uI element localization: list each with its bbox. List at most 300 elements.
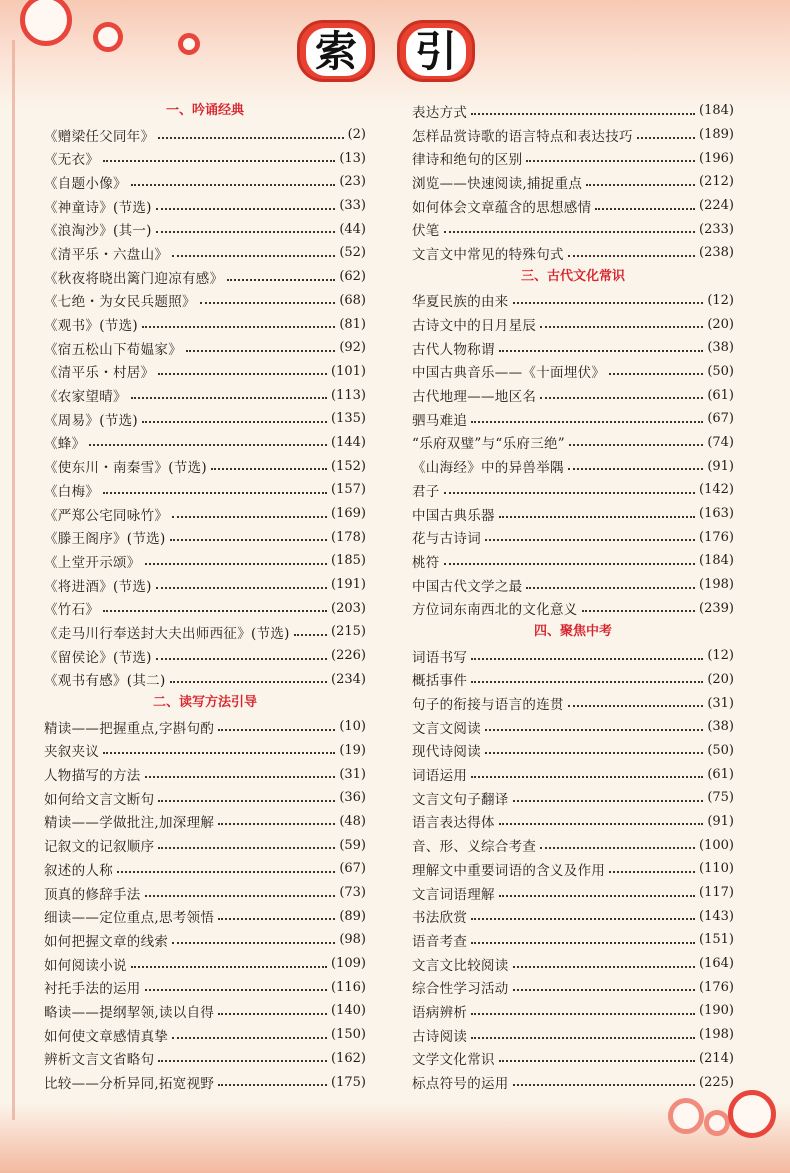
index-entry[interactable]: [412, 478, 734, 502]
entry-title: 《宿五松山下荀媪家》: [44, 341, 182, 358]
index-entry[interactable]: [412, 691, 734, 715]
index-entry[interactable]: [44, 1070, 366, 1094]
index-entry[interactable]: [412, 336, 734, 360]
dot-leader: [103, 610, 327, 612]
dot-leader: [444, 231, 695, 233]
index-column-left: [44, 99, 366, 1094]
index-column-right: [412, 99, 734, 1094]
index-entry[interactable]: [44, 123, 366, 147]
entry-title: 《山海经》中的异兽举隅: [412, 460, 564, 477]
entry-title: 文言文中常见的特殊句式: [412, 246, 564, 263]
entry-title: 语音考查: [412, 933, 468, 950]
page-number: (225): [699, 1074, 734, 1090]
dot-leader: [89, 444, 327, 446]
decor-ring: [704, 1110, 730, 1136]
page-number: (212): [699, 174, 734, 190]
page-number: (224): [699, 198, 734, 214]
entry-title: 《清平乐・六盘山》: [44, 246, 169, 263]
page-number: (178): [331, 529, 366, 545]
index-entry[interactable]: [44, 999, 366, 1023]
page-number: (74): [707, 434, 734, 450]
index-entry[interactable]: [44, 857, 366, 881]
decor-ring: [668, 1098, 704, 1134]
page-number: (44): [339, 221, 366, 237]
index-entry[interactable]: [412, 289, 734, 313]
page-number: (196): [699, 150, 734, 166]
decor-ring: [178, 33, 200, 55]
page-number: (50): [707, 363, 734, 379]
dot-leader: [218, 1013, 327, 1015]
index-entry[interactable]: [44, 478, 366, 502]
dot-leader: [499, 895, 695, 897]
index-entry[interactable]: [412, 1047, 734, 1071]
entry-title: 音、形、义综合考查: [412, 839, 537, 856]
entry-title: 中国古代文学之最: [412, 578, 523, 595]
dot-leader: [637, 137, 695, 139]
index-entry[interactable]: [44, 217, 366, 241]
dot-leader: [471, 1037, 695, 1039]
entry-title: 古诗阅读: [412, 1028, 468, 1045]
page-number: (91): [707, 813, 734, 829]
entry-title: 理解文中重要词语的含义及作用: [412, 862, 606, 879]
page-number: (144): [331, 434, 366, 450]
dot-leader: [485, 752, 703, 754]
index-entry[interactable]: [44, 1047, 366, 1071]
page-number: (191): [331, 577, 366, 593]
page-number: (101): [331, 363, 366, 379]
index-entry[interactable]: [412, 525, 734, 549]
dot-leader: [568, 468, 704, 470]
dot-leader: [131, 184, 336, 186]
entry-title: 《农家望晴》: [44, 389, 127, 406]
page-number: (176): [699, 529, 734, 545]
dot-leader: [444, 492, 695, 494]
page-number: (110): [699, 861, 734, 877]
dot-leader: [103, 492, 327, 494]
entry-title: 如何把握文章的线索: [44, 933, 169, 950]
index-entry[interactable]: [412, 857, 734, 881]
page-number: (98): [339, 932, 366, 948]
index-entry[interactable]: [412, 431, 734, 455]
index-entry[interactable]: [412, 644, 734, 668]
page-number: (184): [699, 553, 734, 569]
page-number: (52): [339, 245, 366, 261]
page-number: (226): [331, 648, 366, 664]
page-number: (81): [339, 316, 366, 332]
page-number: (190): [699, 1003, 734, 1019]
dot-leader: [158, 373, 327, 375]
index-entry[interactable]: [412, 573, 734, 597]
dot-leader: [156, 231, 336, 233]
page-number: (151): [699, 932, 734, 948]
index-entry[interactable]: [412, 360, 734, 384]
page-number: (214): [699, 1050, 734, 1066]
entry-title: 精读——学做批注,加深理解: [44, 815, 215, 832]
dot-leader: [131, 397, 327, 399]
dot-leader: [142, 326, 335, 328]
dot-leader: [158, 137, 343, 139]
entry-title: 略读——提纲挈领,读以自得: [44, 1004, 215, 1021]
dot-leader: [158, 800, 335, 802]
entry-title: 衬托手法的运用: [44, 981, 141, 998]
title-char: 索: [306, 28, 366, 76]
dot-leader: [103, 752, 335, 754]
index-entry[interactable]: [44, 194, 366, 218]
page-number: (20): [707, 316, 734, 332]
decor-ring: [93, 22, 123, 52]
index-entry[interactable]: [44, 928, 366, 952]
entry-title: 《严郑公宅同咏竹》: [44, 507, 169, 524]
entry-title: 方位词东南西北的文化意义: [412, 602, 578, 619]
dot-leader: [609, 373, 703, 375]
dot-leader: [145, 563, 327, 565]
index-entry[interactable]: [44, 549, 366, 573]
page-number: (152): [331, 458, 366, 474]
entry-title: 《清平乐・村居》: [44, 365, 155, 382]
entry-title: “乐府双璧”与“乐府三绝”: [412, 436, 566, 453]
entry-title: 《白梅》: [44, 483, 100, 500]
index-entry[interactable]: [412, 99, 734, 123]
entry-title: 词语运用: [412, 768, 468, 785]
dot-leader: [471, 1013, 695, 1015]
section-heading: 四、聚焦中考: [533, 624, 612, 640]
page-number: (59): [339, 837, 366, 853]
entry-title: 中国古典音乐——《十面埋伏》: [412, 365, 606, 382]
entry-title: 古代地理——地区名: [412, 389, 537, 406]
index-entry[interactable]: [412, 739, 734, 763]
index-entry[interactable]: [412, 549, 734, 573]
index-entry[interactable]: [44, 431, 366, 455]
dot-leader: [526, 587, 695, 589]
dot-leader: [609, 871, 695, 873]
entry-title: 文言文句子翻译: [412, 791, 509, 808]
entry-title: 《观书有感》(其二): [44, 673, 166, 690]
dot-leader: [568, 255, 695, 257]
dot-leader: [499, 823, 704, 825]
entry-title: 综合性学习活动: [412, 981, 509, 998]
index-entry[interactable]: [44, 454, 366, 478]
index-entry[interactable]: [44, 668, 366, 692]
dot-leader: [471, 942, 695, 944]
page-number: (238): [699, 245, 734, 261]
index-entry[interactable]: [412, 502, 734, 526]
page-number: (67): [339, 861, 366, 877]
entry-title: 比较——分析异同,拓宽视野: [44, 1076, 215, 1093]
dot-leader: [595, 208, 695, 210]
dot-leader: [172, 516, 327, 518]
entry-title: 伏笔: [412, 223, 440, 240]
page-number: (91): [707, 458, 734, 474]
entry-title: 《浪淘沙》(其一): [44, 223, 152, 240]
index-entry[interactable]: [412, 715, 734, 739]
index-entry[interactable]: [44, 739, 366, 763]
dot-leader: [499, 516, 695, 518]
entry-title: 《自题小像》: [44, 175, 127, 192]
index-entry[interactable]: [412, 928, 734, 952]
dot-leader: [499, 350, 704, 352]
entry-title: 记叙文的记叙顺序: [44, 839, 155, 856]
dot-leader: [471, 421, 703, 423]
index-entry[interactable]: [44, 573, 366, 597]
section-heading: 二、读写方法引导: [152, 695, 257, 711]
entry-title: 如何使文章感情真挚: [44, 1028, 169, 1045]
page-title: [297, 20, 477, 86]
index-entry[interactable]: [412, 123, 734, 147]
dot-leader: [158, 847, 335, 849]
entry-title: 桃符: [412, 554, 440, 571]
index-entry[interactable]: [44, 644, 366, 668]
entry-title: 《赠梁任父同年》: [44, 128, 155, 145]
index-entry[interactable]: [44, 786, 366, 810]
page-number: (234): [331, 671, 366, 687]
page-number: (89): [339, 908, 366, 924]
dot-leader: [513, 302, 704, 304]
entry-title: 《竹石》: [44, 602, 100, 619]
index-entry[interactable]: [412, 810, 734, 834]
page-number: (176): [699, 979, 734, 995]
dot-leader: [471, 918, 695, 920]
entry-title: 《神童诗》(节选): [44, 199, 152, 216]
entry-title: 语言表达得体: [412, 815, 495, 832]
dot-leader: [218, 729, 335, 731]
page-number: (140): [331, 1003, 366, 1019]
entry-title: 文言文比较阅读: [412, 957, 509, 974]
entry-title: 《观书》(节选): [44, 318, 138, 335]
index-entry[interactable]: [44, 360, 366, 384]
entry-title: 概括事件: [412, 673, 468, 690]
index-entry[interactable]: [44, 502, 366, 526]
page-number: (19): [339, 742, 366, 758]
page-number: (164): [699, 956, 734, 972]
entry-title: 顶真的修辞手法: [44, 886, 141, 903]
page-number: (135): [331, 411, 366, 427]
dot-leader: [142, 421, 327, 423]
index-entry[interactable]: [44, 265, 366, 289]
dot-leader: [117, 871, 335, 873]
dot-leader: [156, 208, 336, 210]
page-number: (143): [699, 908, 734, 924]
page-number: (31): [339, 766, 366, 782]
dot-leader: [218, 918, 335, 920]
page-number: (10): [339, 719, 366, 735]
index-entry[interactable]: [44, 952, 366, 976]
entry-title: 律诗和绝句的区别: [412, 152, 523, 169]
entry-title: 《周易》(节选): [44, 412, 138, 429]
dot-leader: [172, 255, 335, 257]
page-number: (38): [707, 340, 734, 356]
margin-line: [12, 40, 15, 1120]
dot-leader: [471, 681, 703, 683]
index-entry[interactable]: [44, 312, 366, 336]
entry-title: 华夏民族的由来: [412, 294, 509, 311]
index-entry[interactable]: [44, 596, 366, 620]
entry-title: 夹叙夹议: [44, 744, 100, 761]
index-entry[interactable]: [44, 620, 366, 644]
dot-leader: [145, 776, 336, 778]
entry-title: 《上堂开示颂》: [44, 554, 141, 571]
dot-leader: [540, 397, 703, 399]
index-entry[interactable]: [412, 146, 734, 170]
index-entry[interactable]: [412, 952, 734, 976]
entry-title: 辨析文言文省略句: [44, 1052, 155, 1069]
page-number: (100): [699, 837, 734, 853]
dot-leader: [499, 1060, 695, 1062]
entry-title: 如何体会文章蕴含的思想感情: [412, 199, 592, 216]
dot-leader: [513, 989, 695, 991]
index-entry[interactable]: [44, 289, 366, 313]
index-entry[interactable]: [412, 194, 734, 218]
index-entry[interactable]: [412, 454, 734, 478]
dot-leader: [513, 1084, 695, 1086]
dot-leader: [540, 847, 695, 849]
index-entry[interactable]: [44, 715, 366, 739]
entry-title: 君子: [412, 483, 440, 500]
entry-title: 《滕王阁序》(节选): [44, 531, 166, 548]
page-number: (48): [339, 813, 366, 829]
index-entry[interactable]: [44, 383, 366, 407]
page-number: (61): [707, 766, 734, 782]
index-entry[interactable]: [44, 241, 366, 265]
page-number: (215): [331, 624, 366, 640]
page-number: (142): [699, 482, 734, 498]
index-entry[interactable]: [412, 170, 734, 194]
index-entry[interactable]: [44, 170, 366, 194]
entry-title: 《将进酒》(节选): [44, 578, 152, 595]
decor-ring: [728, 1090, 776, 1138]
entry-title: 《蜂》: [44, 436, 86, 453]
index-entry[interactable]: [412, 383, 734, 407]
dot-leader: [218, 823, 335, 825]
page-number: (68): [339, 292, 366, 308]
page-number: (20): [707, 671, 734, 687]
index-entry[interactable]: [412, 833, 734, 857]
dot-leader: [211, 468, 327, 470]
index-entry[interactable]: [44, 975, 366, 999]
index-entry[interactable]: [412, 904, 734, 928]
dot-leader: [227, 279, 335, 281]
page-number: (189): [699, 127, 734, 143]
page-number: (33): [339, 198, 366, 214]
index-entry[interactable]: [412, 999, 734, 1023]
entry-title: 句子的衔接与语言的连贯: [412, 697, 564, 714]
dot-leader: [513, 966, 695, 968]
entry-title: 《留侯论》(节选): [44, 649, 152, 666]
dot-leader: [158, 1060, 327, 1062]
index-entry[interactable]: [44, 525, 366, 549]
page-number: (67): [707, 411, 734, 427]
page-number: (175): [331, 1074, 366, 1090]
dot-leader: [218, 1084, 327, 1086]
dot-leader: [444, 563, 695, 565]
entry-title: 《秋夜将晓出篱门迎凉有感》: [44, 270, 224, 287]
index-entry[interactable]: [44, 881, 366, 905]
page-number: (12): [707, 292, 734, 308]
page-number: (73): [339, 885, 366, 901]
dot-leader: [200, 302, 336, 304]
title-char: 引: [406, 28, 466, 76]
dot-leader: [582, 610, 695, 612]
index-entry[interactable]: [44, 833, 366, 857]
entry-title: 人物描写的方法: [44, 768, 141, 785]
index-entry[interactable]: [412, 762, 734, 786]
entry-title: 《使东川・南秦雪》(节选): [44, 460, 207, 477]
index-entry[interactable]: [412, 407, 734, 431]
dot-leader: [471, 113, 695, 115]
index-entry[interactable]: [412, 1023, 734, 1047]
page-number: (92): [339, 340, 366, 356]
entry-title: 词语书写: [412, 649, 468, 666]
page-number: (75): [707, 790, 734, 806]
dot-leader: [170, 539, 327, 541]
index-entry[interactable]: [412, 217, 734, 241]
entry-title: 浏览——快速阅读,捕捉重点: [412, 175, 583, 192]
page-number: (109): [331, 956, 366, 972]
page-number: (62): [339, 269, 366, 285]
index-entry[interactable]: [44, 1023, 366, 1047]
page-number: (185): [331, 553, 366, 569]
index-entry[interactable]: [44, 810, 366, 834]
entry-title: 中国古典乐器: [412, 507, 495, 524]
page-number: (50): [707, 742, 734, 758]
dot-leader: [540, 326, 703, 328]
entry-title: 语病辨析: [412, 1004, 468, 1021]
dot-leader: [526, 160, 695, 162]
page-number: (2): [347, 127, 366, 143]
dot-leader: [568, 705, 704, 707]
page-number: (117): [699, 885, 734, 901]
dot-leader: [294, 634, 327, 636]
page-number: (31): [707, 695, 734, 711]
index-entry[interactable]: [412, 668, 734, 692]
entry-title: 文言文阅读: [412, 720, 481, 737]
dot-leader: [145, 989, 327, 991]
page-number: (169): [331, 506, 366, 522]
index-entry[interactable]: [412, 975, 734, 999]
page-number: (157): [331, 482, 366, 498]
page-number: (13): [339, 150, 366, 166]
index-entry[interactable]: [44, 762, 366, 786]
index-entry[interactable]: [412, 596, 734, 620]
entry-title: 古诗文中的日月星辰: [412, 318, 537, 335]
index-entry[interactable]: [44, 904, 366, 928]
entry-title: 古代人物称谓: [412, 341, 495, 358]
index-entry[interactable]: [412, 1070, 734, 1094]
entry-title: 细读——定位重点,思考领悟: [44, 910, 215, 927]
page-number: (23): [339, 174, 366, 190]
dot-leader: [156, 587, 327, 589]
entry-title: 如何给文言文断句: [44, 791, 155, 808]
index-entry[interactable]: [412, 312, 734, 336]
dot-leader: [172, 1037, 327, 1039]
page-number: (239): [699, 600, 734, 616]
entry-title: 驷马难追: [412, 412, 468, 429]
index-entry[interactable]: [412, 786, 734, 810]
page-number: (184): [699, 103, 734, 119]
dot-leader: [186, 350, 335, 352]
index-entry[interactable]: [412, 881, 734, 905]
index-entry[interactable]: [44, 146, 366, 170]
dot-leader: [485, 729, 703, 731]
page-number: (150): [331, 1027, 366, 1043]
entry-title: 文言词语理解: [412, 886, 495, 903]
index-entry[interactable]: [412, 241, 734, 265]
index-entry[interactable]: [44, 336, 366, 360]
dot-leader: [513, 800, 704, 802]
index-entry[interactable]: [44, 407, 366, 431]
section-heading: 三、古代文化常识: [520, 268, 625, 284]
entry-title: 如何阅读小说: [44, 957, 127, 974]
page-number: (61): [707, 387, 734, 403]
